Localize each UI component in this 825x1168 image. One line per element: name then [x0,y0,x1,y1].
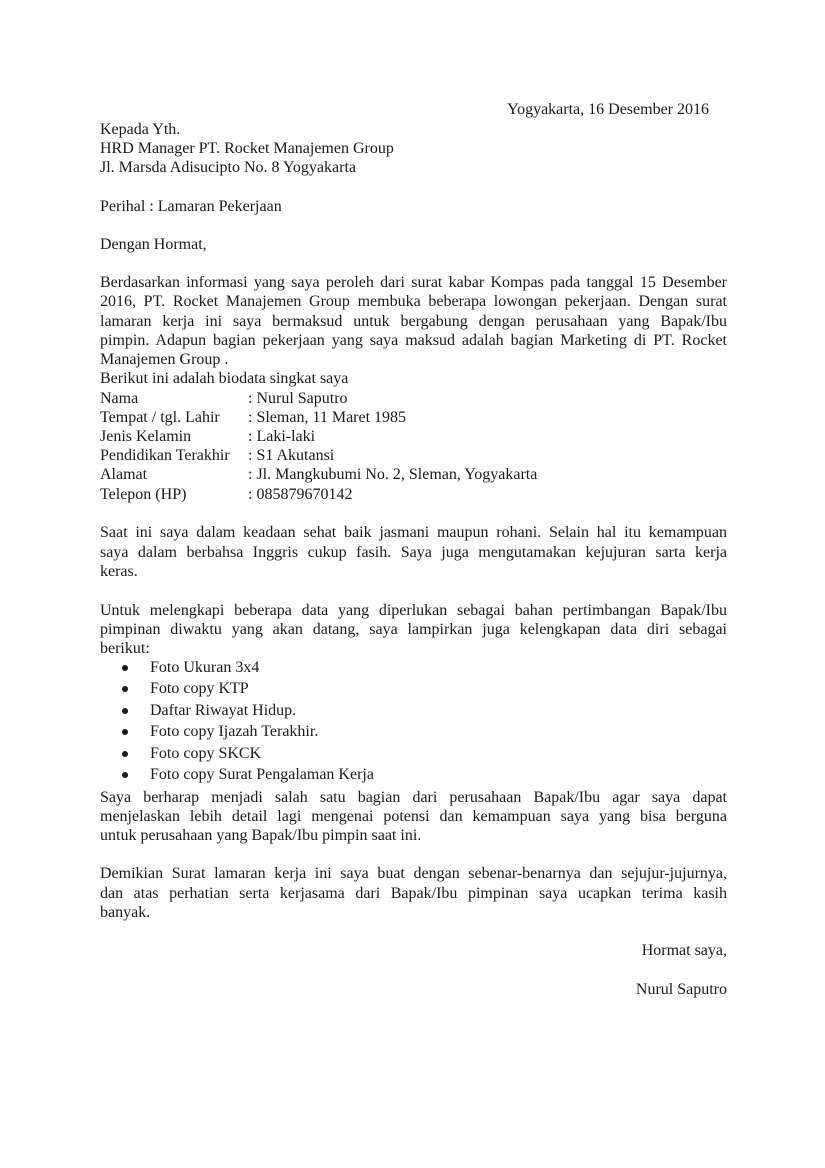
para1-line: 2016, PT. Rocket Manajemen Group membuka beberapa lowongan pekerjaan. Dengan surat [100,293,727,310]
para2-line: keras. [100,563,138,580]
para2-line: saya dalam berbahsa Inggris cukup fasih. Saya juga mengutamakan kejujuran sarta kerja [100,544,727,561]
bullet-icon [122,729,128,735]
recipient-greeting: Kepada Yth. [100,121,181,138]
para5-line: Demikian Surat lamaran kerja ini saya buat dengan sebenar-benarnya dan sejujur-jujurnya, [100,865,727,882]
attachment-item: Foto Ukuran 3x4 [150,659,260,676]
bullet-icon [122,772,128,778]
biodata-value: : Nurul Saputro [248,390,348,407]
bullet-icon [122,708,128,714]
para5-line: banyak. [100,904,151,921]
biodata-value: : Laki-laki [248,428,316,445]
para3-line: Untuk melengkapi beberapa data yang diperlukan sebagai bahan pertimbangan Bapak/Ibu [100,602,727,619]
bullet-icon [122,686,128,692]
para1-line: pimpin. Adapun bagian pekerjaan yang saya maksud adalah bagian Marketing di PT. Rocket [100,332,727,349]
subject-line: Perihal : Lamaran Pekerjaan [100,198,282,215]
para1-line: lamaran kerja ini saya bermaksud untuk bergabung dengan perusahaan yang Bapak/Ibu [100,313,727,330]
letter-date: Yogyakarta, 16 Desember 2016 [507,101,709,118]
signature-name: Nurul Saputro [635,981,727,998]
para3-line: berikut: [100,640,150,657]
attachment-item: Foto copy KTP [150,680,249,697]
recipient-name: HRD Manager PT. Rocket Manajemen Group [100,140,394,157]
para3-line: pimpinan diwaktu yang akan datang, saya lampirkan juga kelengkapan data diri sebagai [100,621,727,638]
biodata-label: Jenis Kelamin [100,428,192,445]
para4-line: untuk perusahaan yang Bapak/Ibu pimpin saat ini. [100,827,422,844]
biodata-value: : 085879670142 [248,486,353,503]
closing: Hormat saya, [641,942,727,959]
bullet-icon [122,751,128,757]
para2-line: Saat ini saya dalam keadaan sehat baik jasmani maupun rohani. Selain hal itu kemampuan [100,524,727,541]
salutation: Dengan Hormat, [100,236,207,253]
para4-line: menjelaskan lebih detail lagi mengenai potensi dan kemampuan saya yang bisa berguna [100,808,727,825]
para5-line: dan atas perhatian serta kerjasama dari Bapak/Ibu pimpinan saya ucapkan terima kasih [100,885,727,902]
biodata-intro: Berikut ini adalah biodata singkat saya [100,370,349,387]
biodata-label: Telepon (HP) [100,486,187,503]
attachment-item: Daftar Riwayat Hidup. [150,702,297,719]
biodata-value: : S1 Akutansi [248,447,335,464]
attachment-item: Foto copy Ijazah Terakhir. [150,723,319,740]
biodata-label: Pendidikan Terakhir [100,447,230,464]
recipient-address: Jl. Marsda Adisucipto No. 8 Yogyakarta [100,159,356,176]
para4-line: Saya berharap menjadi salah satu bagian dari perusahaan Bapak/Ibu agar saya dapat [100,789,727,806]
para1-line: Berdasarkan informasi yang saya peroleh dari surat kabar Kompas pada tanggal 15 Desember [100,274,727,291]
para1-line: Manajemen Group . [100,351,229,368]
biodata-label: Tempat / tgl. Lahir [100,409,220,426]
attachment-item: Foto copy Surat Pengalaman Kerja [150,766,374,783]
biodata-label: Alamat [100,466,148,483]
bullet-icon [122,665,128,671]
biodata-value: : Jl. Mangkubumi No. 2, Sleman, Yogyakarta [248,466,538,483]
biodata-value: : Sleman, 11 Maret 1985 [248,409,407,426]
attachment-item: Foto copy SKCK [150,745,262,762]
biodata-label: Nama [100,390,139,407]
